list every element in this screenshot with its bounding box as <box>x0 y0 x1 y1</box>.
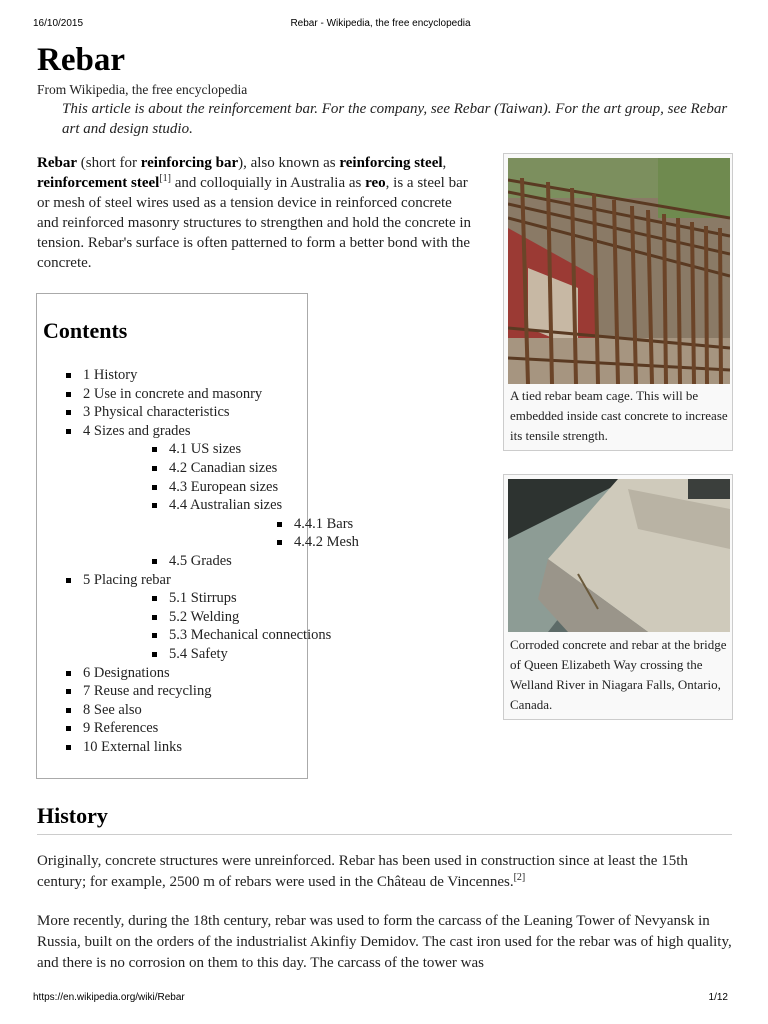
toc-item-canadian-sizes[interactable]: 4.2 Canadian sizes <box>83 459 359 478</box>
figure-corroded-bridge <box>503 474 733 720</box>
toc-item-welding[interactable]: 5.2 Welding <box>83 608 359 627</box>
history-paragraph-2: More recently, during the 18th century, rebar was used to form the carcass of the Leaning Tower of Nevyansk in Russia, built on the orders of the industrialist Akinfiy Demidov. The cast iron used for the rebar was of high quality, and there is no corrosion on them to this day. The carcass of the tower was <box>37 913 732 971</box>
print-date: 16/10/2015 <box>33 18 84 29</box>
lead-term-reinforcing-bar: reinforcing bar <box>140 155 239 171</box>
article-subtitle: From Wikipedia, the free encyclopedia <box>37 82 248 97</box>
toc-item-external-links[interactable]: 10 External links <box>37 738 359 757</box>
toc-item-physical[interactable]: 3 Physical characteristics <box>37 403 359 422</box>
rebar-cage-photo[interactable] <box>508 158 730 384</box>
lead-term-reinforcing-steel: reinforcing steel <box>339 155 443 171</box>
print-header <box>33 18 728 32</box>
toc-item-use[interactable]: 2 Use in concrete and masonry <box>37 385 359 404</box>
print-page-title: Rebar - Wikipedia, the free encyclopedia <box>290 18 471 29</box>
toc-item-label[interactable]: 5 Placing rebar <box>83 571 171 588</box>
lead-text: (short for <box>77 155 141 171</box>
article-title: Rebar <box>37 42 125 78</box>
lead-text: ), also known as <box>238 155 340 171</box>
toc-item-label[interactable]: 4.4 Australian sizes <box>169 497 283 514</box>
toc-item-label[interactable]: 4 Sizes and grades <box>83 422 191 439</box>
toc-item-safety[interactable]: 5.4 Safety <box>83 645 359 664</box>
toc-item-references[interactable]: 9 References <box>37 719 359 738</box>
hatnote: This article is about the reinforcement bar. For the company, see Rebar (Taiwan). For the art group, see Rebar art and design studio. <box>62 101 728 137</box>
toc-sublist <box>83 440 359 570</box>
toc-sublist <box>83 589 359 663</box>
toc-item-stirrups[interactable]: 5.1 Stirrups <box>83 589 359 608</box>
toc-item-grades[interactable]: 4.5 Grades <box>83 552 359 571</box>
print-page-number: 1/12 <box>708 992 728 1003</box>
corroded-bridge-photo[interactable] <box>508 479 730 632</box>
history-paragraph-1 <box>37 851 737 893</box>
toc-title: Contents <box>43 318 128 343</box>
toc-list <box>37 366 359 756</box>
section-heading-history: History <box>37 803 108 828</box>
reference-link[interactable]: [2] <box>513 872 526 883</box>
toc-item-us-sizes[interactable]: 4.1 US sizes <box>83 440 359 459</box>
lead-text: , is a steel bar or mesh of steel wires used as a tension device in reinforced concrete and reinforced masonry structures to strengthen and hold the concrete in tension. Rebar's surface is often patterned to form a better bond with the concrete. <box>37 175 472 271</box>
print-url: https://en.wikipedia.org/wiki/Rebar <box>33 992 185 1003</box>
toc-item-designations[interactable]: 6 Designations <box>37 664 359 683</box>
figure-rebar-cage <box>503 153 733 451</box>
paragraph-text: Originally, concrete structures were unreinforced. Rebar has been used in construction since at least the 15th century; for example, 2500 m of rebars were used in the Château de Vincennes. <box>37 853 688 890</box>
lead-term-reinforcement-steel: reinforcement steel <box>37 175 160 191</box>
toc-item-sizes[interactable] <box>37 422 359 571</box>
lead-paragraph <box>37 153 477 273</box>
toc-item-australian-sizes[interactable] <box>83 496 359 552</box>
lead-term-rebar: Rebar <box>37 155 77 171</box>
toc-item-mechanical[interactable]: 5.3 Mechanical connections <box>83 626 359 645</box>
lead-text: , <box>442 155 447 171</box>
toc-item-reuse[interactable]: 7 Reuse and recycling <box>37 682 359 701</box>
toc-item-placing[interactable] <box>37 571 359 664</box>
lead-text: and colloquially in Australia as <box>170 175 366 191</box>
print-footer <box>33 992 728 1006</box>
toc-item-see-also[interactable]: 8 See also <box>37 701 359 720</box>
lead-term-reo: reo <box>365 175 386 191</box>
section-divider <box>37 834 732 835</box>
reference-link[interactable]: [1] <box>159 173 171 184</box>
figure-caption: Corroded concrete and rebar at the bridge of Queen Elizabeth Way crossing the Welland River in Niagara Falls, Ontario, Canada. <box>510 637 727 712</box>
toc-sublist <box>169 515 359 552</box>
toc-item-history[interactable]: 1 History <box>37 366 359 385</box>
toc-item-mesh[interactable]: 4.4.2 Mesh <box>169 533 359 552</box>
figure-caption: A tied rebar beam cage. This will be embedded inside cast concrete to increase its tensile strength. <box>510 388 728 443</box>
toc-item-bars[interactable]: 4.4.1 Bars <box>169 515 359 534</box>
table-of-contents <box>36 293 359 779</box>
toc-item-european-sizes[interactable]: 4.3 European sizes <box>83 478 359 497</box>
